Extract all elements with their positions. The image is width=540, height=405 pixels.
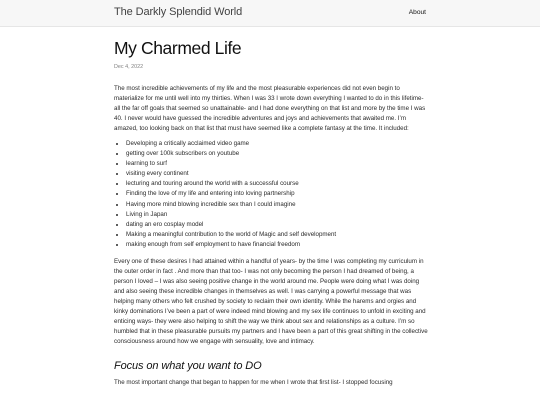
post-paragraph-3: The most important change that began to happen for me when I wrote that first list- I stopped focusing [114, 379, 393, 387]
list-item: • making enough from self employment to have financial freedom [126, 240, 428, 250]
goals-list [126, 139, 428, 250]
site-title-link[interactable]: The Darkly Splendid World [114, 6, 243, 18]
post-intro-paragraph: The most incredible achievements of my life and the most pleasurable experiences did not even begin to materialize for me until well into my thirties. When I was 33 I wrote down everything I wanted to do in this lifetime- all the far off goals that seemed so unattainable- and I had done everything on that list and more by the time I was 40. I never would have guessed the incredible adventures and joys and achievements that awaited me. I’m amazed, too looking back on that list that must have seemed like a complete fantasy at the time. It included: [114, 85, 426, 132]
list-item: • getting over 100k subscribers on youtube [126, 149, 428, 159]
list-item: • Living in Japan [126, 210, 428, 220]
post-date: Dec 4, 2022 [114, 64, 144, 70]
post [114, 37, 428, 392]
list-item: • visiting every continent [126, 169, 428, 179]
list-item: • Developing a critically acclaimed video game [126, 139, 428, 149]
post-paragraph-2: Every one of these desires I had attained within a handful of years- by the time I was completing my curriculum in the outer order in fact . And more than that too- I was not only becoming the person I had dreamed of being, a person I loved – I was also seeing positive change in the world around me. People were doing what I was doing and also seeing these incredible changes in themselves as well. I was carrying a powerful message that was helping many others who felt crushed by society to reclaim their own identity. While the harems and orgies and kinky dominations I’ve been a part of were indeed mind blowing and my sex life continues to unfold in exciting and enticing ways- they were also helping to shift the way we think about sex and relationships as a culture. I’m so humbled that in these pleasurable pursuits my partners and I have been a part of this great shifting in the collective consciousness around how we engage with sensuality, love and intimacy. [114, 258, 428, 346]
post-body [114, 84, 428, 388]
list-item: • lecturing and touring around the world with a successful course [126, 179, 428, 189]
list-item: • Making a meaningful contribution to the world of Magic and self development [126, 230, 428, 240]
list-item: • Finding the love of my life and entering into loving partnership [126, 189, 428, 199]
post-title: My Charmed Life [114, 38, 242, 58]
nav-link-about[interactable]: About [408, 9, 426, 16]
list-item: • dating an ero cosplay model [126, 220, 428, 230]
site-header [0, 0, 540, 27]
list-item: • Having more mind blowing incredible sex than I could imagine [126, 200, 428, 210]
list-item: • learning to surf [126, 159, 428, 169]
section-heading: Focus on what you want to DO [114, 360, 262, 373]
